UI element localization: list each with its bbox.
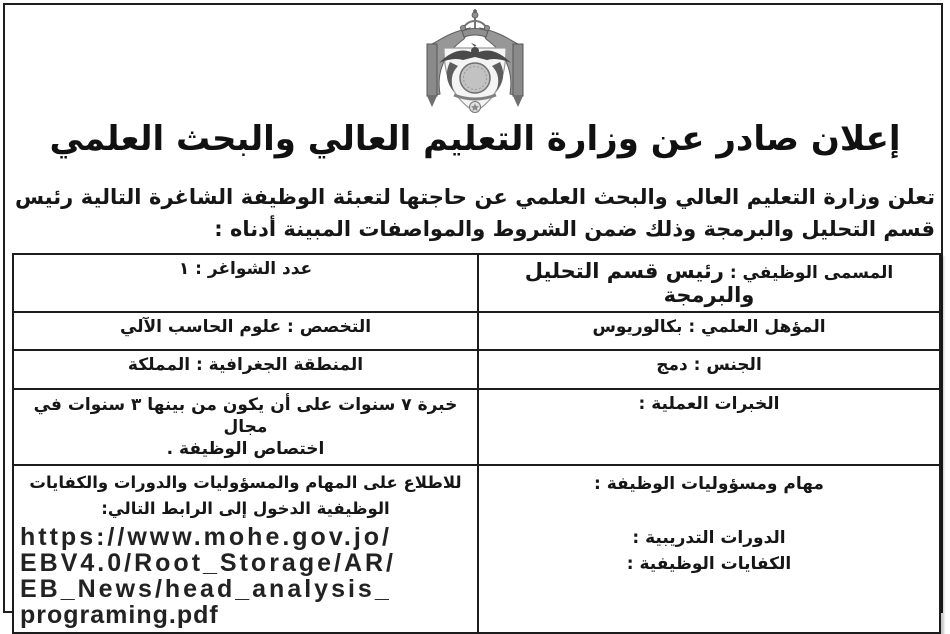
job-title-cell [478, 254, 940, 312]
qualification-cell: المؤهل العلمي : بكالوريوس [478, 312, 940, 350]
specialization-cell: التخصص : علوم الحاسب الآلي [13, 312, 478, 350]
experience-detail-cell [13, 389, 478, 465]
duties-labels-cell [478, 465, 940, 633]
link-intro-line-1: للاطلاع على المهام والمسؤوليات والدورات والكفايات [29, 473, 462, 492]
table-row-job-title [13, 254, 940, 312]
intro-line-2: قسم التحليل والبرمجة وذلك ضمن الشروط والمواصفات المبينة أدناه : [214, 217, 935, 241]
announcement-title: إعلان صادر عن وزارة التعليم العالي والبحث العلمي [49, 119, 901, 159]
duties-link-cell [13, 465, 478, 633]
table-row-experience [13, 389, 940, 465]
experience-detail-line-1: خبرة ٧ سنوات على أن يكون من بينها ٣ سنوات في مجال [33, 395, 458, 437]
experience-label-cell: الخبرات العملية : [478, 389, 940, 465]
experience-detail-line-2: اختصاص الوظيفة . [166, 439, 325, 459]
pdf-url-line-3: EB_News/head_analysis_ [20, 575, 392, 603]
pdf-url-line-2: EBV4.0/Root_Storage/AR/ [20, 549, 397, 577]
job-details-table [12, 253, 941, 634]
table-row-qualification [13, 312, 940, 350]
table-row-gender [13, 350, 940, 389]
pdf-url-text [20, 524, 471, 628]
announcement-intro [15, 181, 935, 245]
table-row-duties [13, 465, 940, 633]
pdf-url-line-4: programing.pdf [20, 601, 219, 629]
job-title-value: رئيس قسم التحليل والبرمجة [524, 259, 755, 307]
pdf-url-line-1: https://www.mohe.gov.jo/ [20, 523, 392, 551]
job-title-label: المسمى الوظيفي : [723, 263, 894, 283]
region-cell: المنطقة الجغرافية : المملكة [13, 350, 478, 389]
duties-label: مهام ومسؤوليات الوظيفة : [594, 474, 824, 494]
competencies-label: الكفايات الوظيفية : [626, 554, 792, 574]
jordan-coat-of-arms-icon [408, 6, 542, 118]
gender-cell: الجنس : دمج [478, 350, 940, 389]
link-intro-line-2: الوظيفية الدخول إلى الرابط التالي: [101, 499, 390, 518]
vacancies-cell: عدد الشواغر : ١ [13, 254, 478, 312]
training-courses-label: الدورات التدريبية : [632, 528, 786, 548]
intro-line-1: تعلن وزارة التعليم العالي والبحث العلمي عن حاجتها لتعبئة الوظيفة الشاغرة التالية رئيس [15, 185, 935, 209]
